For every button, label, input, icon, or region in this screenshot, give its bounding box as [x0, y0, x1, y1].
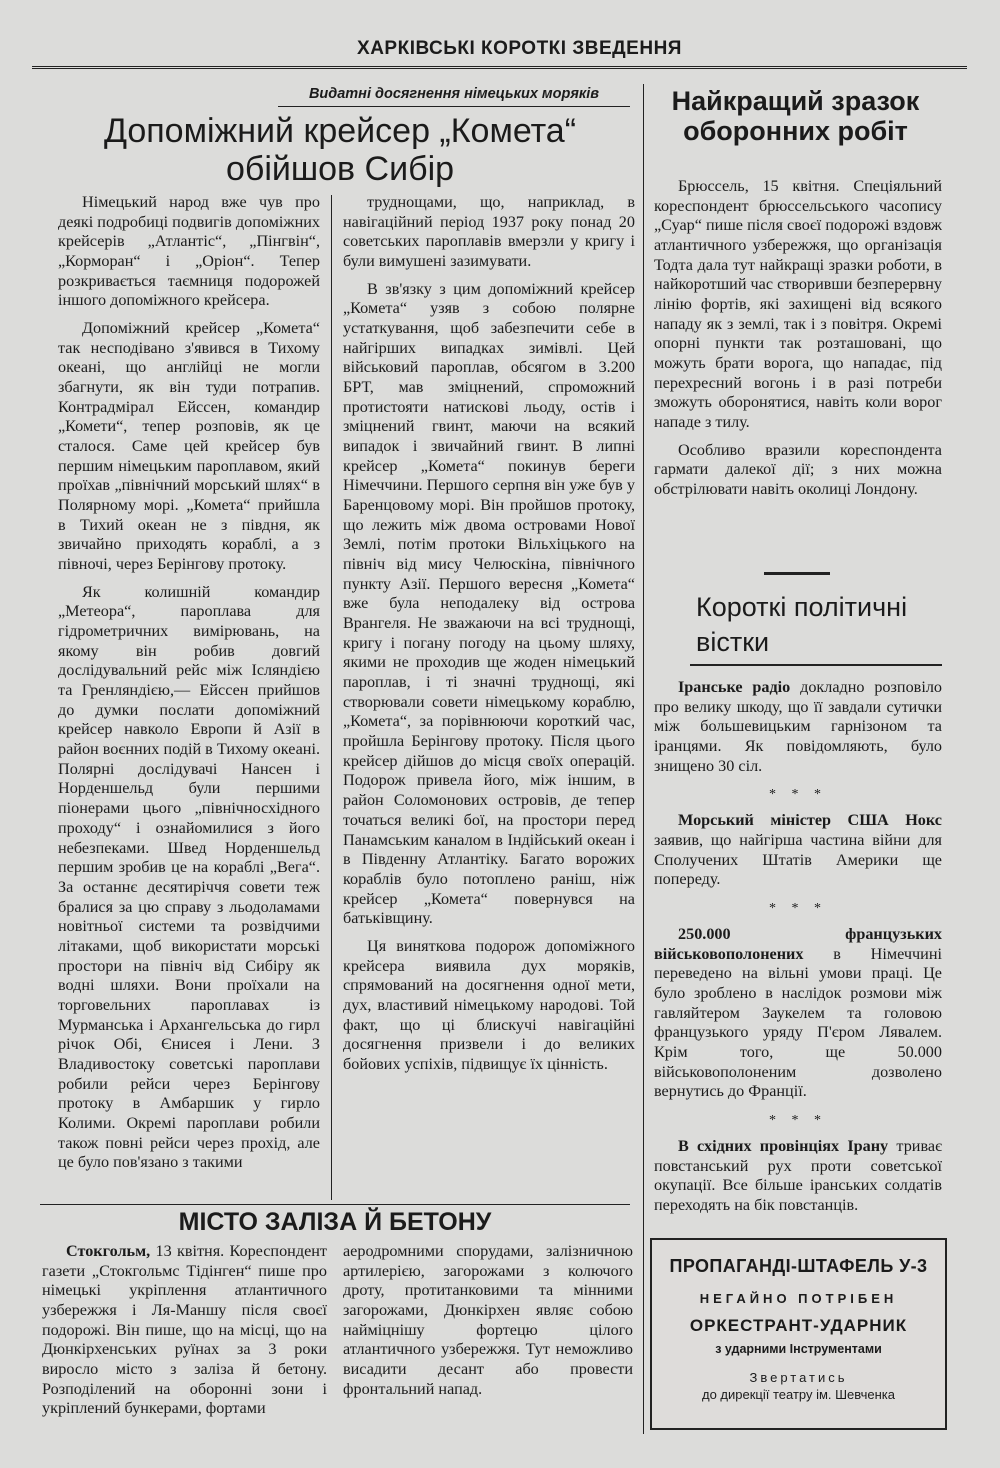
- ad-title: ПРОПАГАНДІ-ШТАФЕЛЬ У-3: [669, 1256, 928, 1276]
- ad-line: НЕГАЙНО ПОТРІБЕН: [699, 1291, 898, 1306]
- news-briefs-body: [654, 678, 942, 1216]
- ad-line: до дирекції театру ім. Шевченка: [701, 1387, 895, 1402]
- brief-item: Іранське радіо докладно розповіло про велику шкоду, що її завдали сутички між большевицьким гарнізоном та іранцями. Як повідомляють, було знищено 30 сіл.: [654, 678, 942, 775]
- brief-item: Морський міністер США Нокс заявив, що найгірша частина війни для Сполучених Штатів Америки ще попереду.: [654, 811, 942, 889]
- brief-item: В східних провінціях Ірану триває повстанський рух проти советської окупації. Все більше іранських солдатів переходять на бік повстанців.: [654, 1137, 943, 1215]
- section-rule: [40, 1204, 630, 1205]
- separator-stars: * * *: [769, 787, 827, 803]
- separator-stars: * * *: [769, 901, 827, 917]
- column-divider: [331, 195, 332, 1200]
- article2-headline: Найкращий зразок оборонних робіт: [671, 86, 920, 147]
- ad-line: з ударними Інструментами: [715, 1342, 882, 1356]
- newspaper-title: ХАРКІВСЬКІ КОРОТКІ ЗВЕДЕННЯ: [357, 38, 682, 59]
- article3-headline: МІСТО ЗАЛІЗА Й БЕТОНУ: [178, 1208, 492, 1236]
- ad-line: ОРКЕСТРАНТ-УДАРНИК: [689, 1316, 908, 1335]
- article1-column-1: Німецький народ вже чув про деякі подробиці подвигів допоміжних крейсерів „Атлантіс“, „Пінгвін“, „Корморан“ і „Оріон“. Тепер розкривається таємниця подорожей іншого допоміжного крейсера. Допоміжний крейсер „Комета“ так несподівано з'явився в Тихому океані, що англійці не могли збагнути, як він туди потрапив. Контрадмірал Ейссен, командир „Комети“, тепер розповів, як це сталося. Саме цей крейсер був першим німецьким пароплавом, який проїхав „північний морський шлях“ в Полярному морі. „Комета“ прийшла в Тихий океан не з півдня, як звичайно приходять кораблі, а з півночі, через Берінгову протоку. Як колишній командир „Метеора“, пароплава для гідрометричних вимірювань, на якому він робив довгий дослідувальний рейс між Ісляндією та Гренляндією,— Ейссен прийшов до думки послати допоміжний крейсер навколо Европи й Азії в район воєнних подій в Тихому океані. Полярні дослідувачі Нансен і Норденшельд були першими піонерами цього „північносхідного проходу“ і ознайомилися з його небезпеками. Швед Норденшельд першим зробив це на кораблі „Вега“. За останнє десятиріччя совети теж бралися за цю справу з льодоламами новітньої системи та розвідчими літаками, щоб використати морські простори на північ від Сибіру як водні шляхи. Вони проїхали на торговельних пароплавах із Мурманська і Архангельська до гирл річок Обі, Єнисея і Лени. З Владивостоку советські пароплави робили рейси через Берінгову протоку в Амбаршик у гирло Колими. Окремі пароплави робили також повні рейси через прохід, але це було пов'язано з такими: [58, 193, 320, 1172]
- brief-item: 250.000 французьких військовополонених в Німеччині переведено на вільні умови праці. Це було зроблено в наслідок розмови між гавляйтером Заукелем та головою французького уряду П'єром Лявалем. Крім того, ще 50.000 військовополоненим дозволено вернутись до Франції.: [654, 925, 943, 1101]
- ad-line: Звертатись: [749, 1370, 848, 1385]
- short-divider: [764, 572, 830, 575]
- article1-kicker: Видатні досягнення німецьких моряків: [308, 86, 600, 102]
- article1-column-2: труднощами, що, наприклад, в навігаційний період 1937 року понад 20 советських пароплавів вмерзли у кригу і були вимушені зазимувати. В зв'язку з цим допоміжний крейсер „Комета“ узяв з собою полярне устаткування, щоб забезпечити себе в найгірших випадках зимівлі. Цей військовий пароплав, обсягом в 3.200 БРТ, мав зміцнений, спроможний протистояти натискові льоду, остів і зміцнений гвинт, маючи на всякий випадок і звичайний гвинт. В липні крейсер „Комета“ покинув береги Німеччини. Першого серпня він уже був у Баренцовому морі. Він пройшов протоку, що лежить між двома островами Нової Землі, потім протоки Вільхіцького на північ від мису Челюскіна, північного пункту Азії. Першого вересня „Комета“ вже була неподалеку від острова Врангеля. Не зважаючи на всі труднощі, кригу і погану погоду на цьому шляху, якими не проходив ще жоден німецький пароплав, і ті значні труднощі, які створювали совети німецькому кораблю, „Комета“, за порівнюючи короткий час, пройшла Берінгову протоку. Після цього крейсер дійшов до місця своїх операцій. Подорож привела його, між іншим, в район Соломонових островів, де тепер точаться великі бої, на простори перед Панамським каналом в Індійський океан і в Південну Атлантіку. Багато ворожих кораблів було потоплено раніш, ніж крейсер „Комета“ повернувся на батьківщину. Ця виняткова подорож допоміжного крейсера виявила дух моряків, спрямований на досягнення одної мети, дух, властивий німецькому народові. Той факт, що ці блискучі навігаційні досягнення призвели і до великих бойових успіхів, підвищує їх цінність.: [343, 193, 635, 1073]
- briefs-underline: [690, 664, 942, 666]
- advertisement-box: [650, 1238, 947, 1430]
- page-header: [32, 34, 967, 69]
- news-briefs-headline: Короткі політичні вістки: [696, 592, 908, 658]
- article1-headline: Допоміжний крейсер „Комета“ обійшов Сибір: [103, 112, 577, 189]
- article3-column-1: Стокгольм, 13 квітня. Кореспондент газети „Стокгольмс Тідінген“ пише про німецькі укріплення атлантичного узбережжя і Ля-Маншу після своєї подорожі. Він пише, що на місці, що на Дюнкірхенських руїнах за 3 роки виросло місто з заліза й бетону. Розподілений на оборонні зони і укріплений бункерами, фортами: [42, 1242, 328, 1418]
- article3-column-2: аеродромними спорудами, залізничною артилерією, загорожами з колючого дроту, протитанковими та мінними загорожами, Дюнкірхен являє собою найміцнішу фортецю цілого атлантичного узбережжя. Тут неможливо висадити десант або провести фронтальний напад.: [343, 1242, 633, 1398]
- article2-body: Брюссель, 15 квітня. Спеціяльний кореспондент брюссельського часопису „Суар“ пише після своєї подорожі вздовж атлантичного узбережжя, що організація Тодта дала тут найкращі зразки роботи, в найкоротший час створивши безперервну лінію фортів, які захищені від всякого нападу як з землі, так і з повітря. Окремі опорні пункти так розташовані, що можуть брати ворога, що нападає, під перехресний вогонь і в разі потреби зможуть оборонятися, навіть коли ворог нападе з тилу. Особливо вразили кореспондента гармати далекої дії; з них можна обстрілювати навіть околиці Лондону.: [654, 177, 943, 499]
- kicker-underline: [278, 106, 630, 107]
- separator-stars: * * *: [769, 1113, 827, 1129]
- main-column-divider: [643, 84, 644, 1434]
